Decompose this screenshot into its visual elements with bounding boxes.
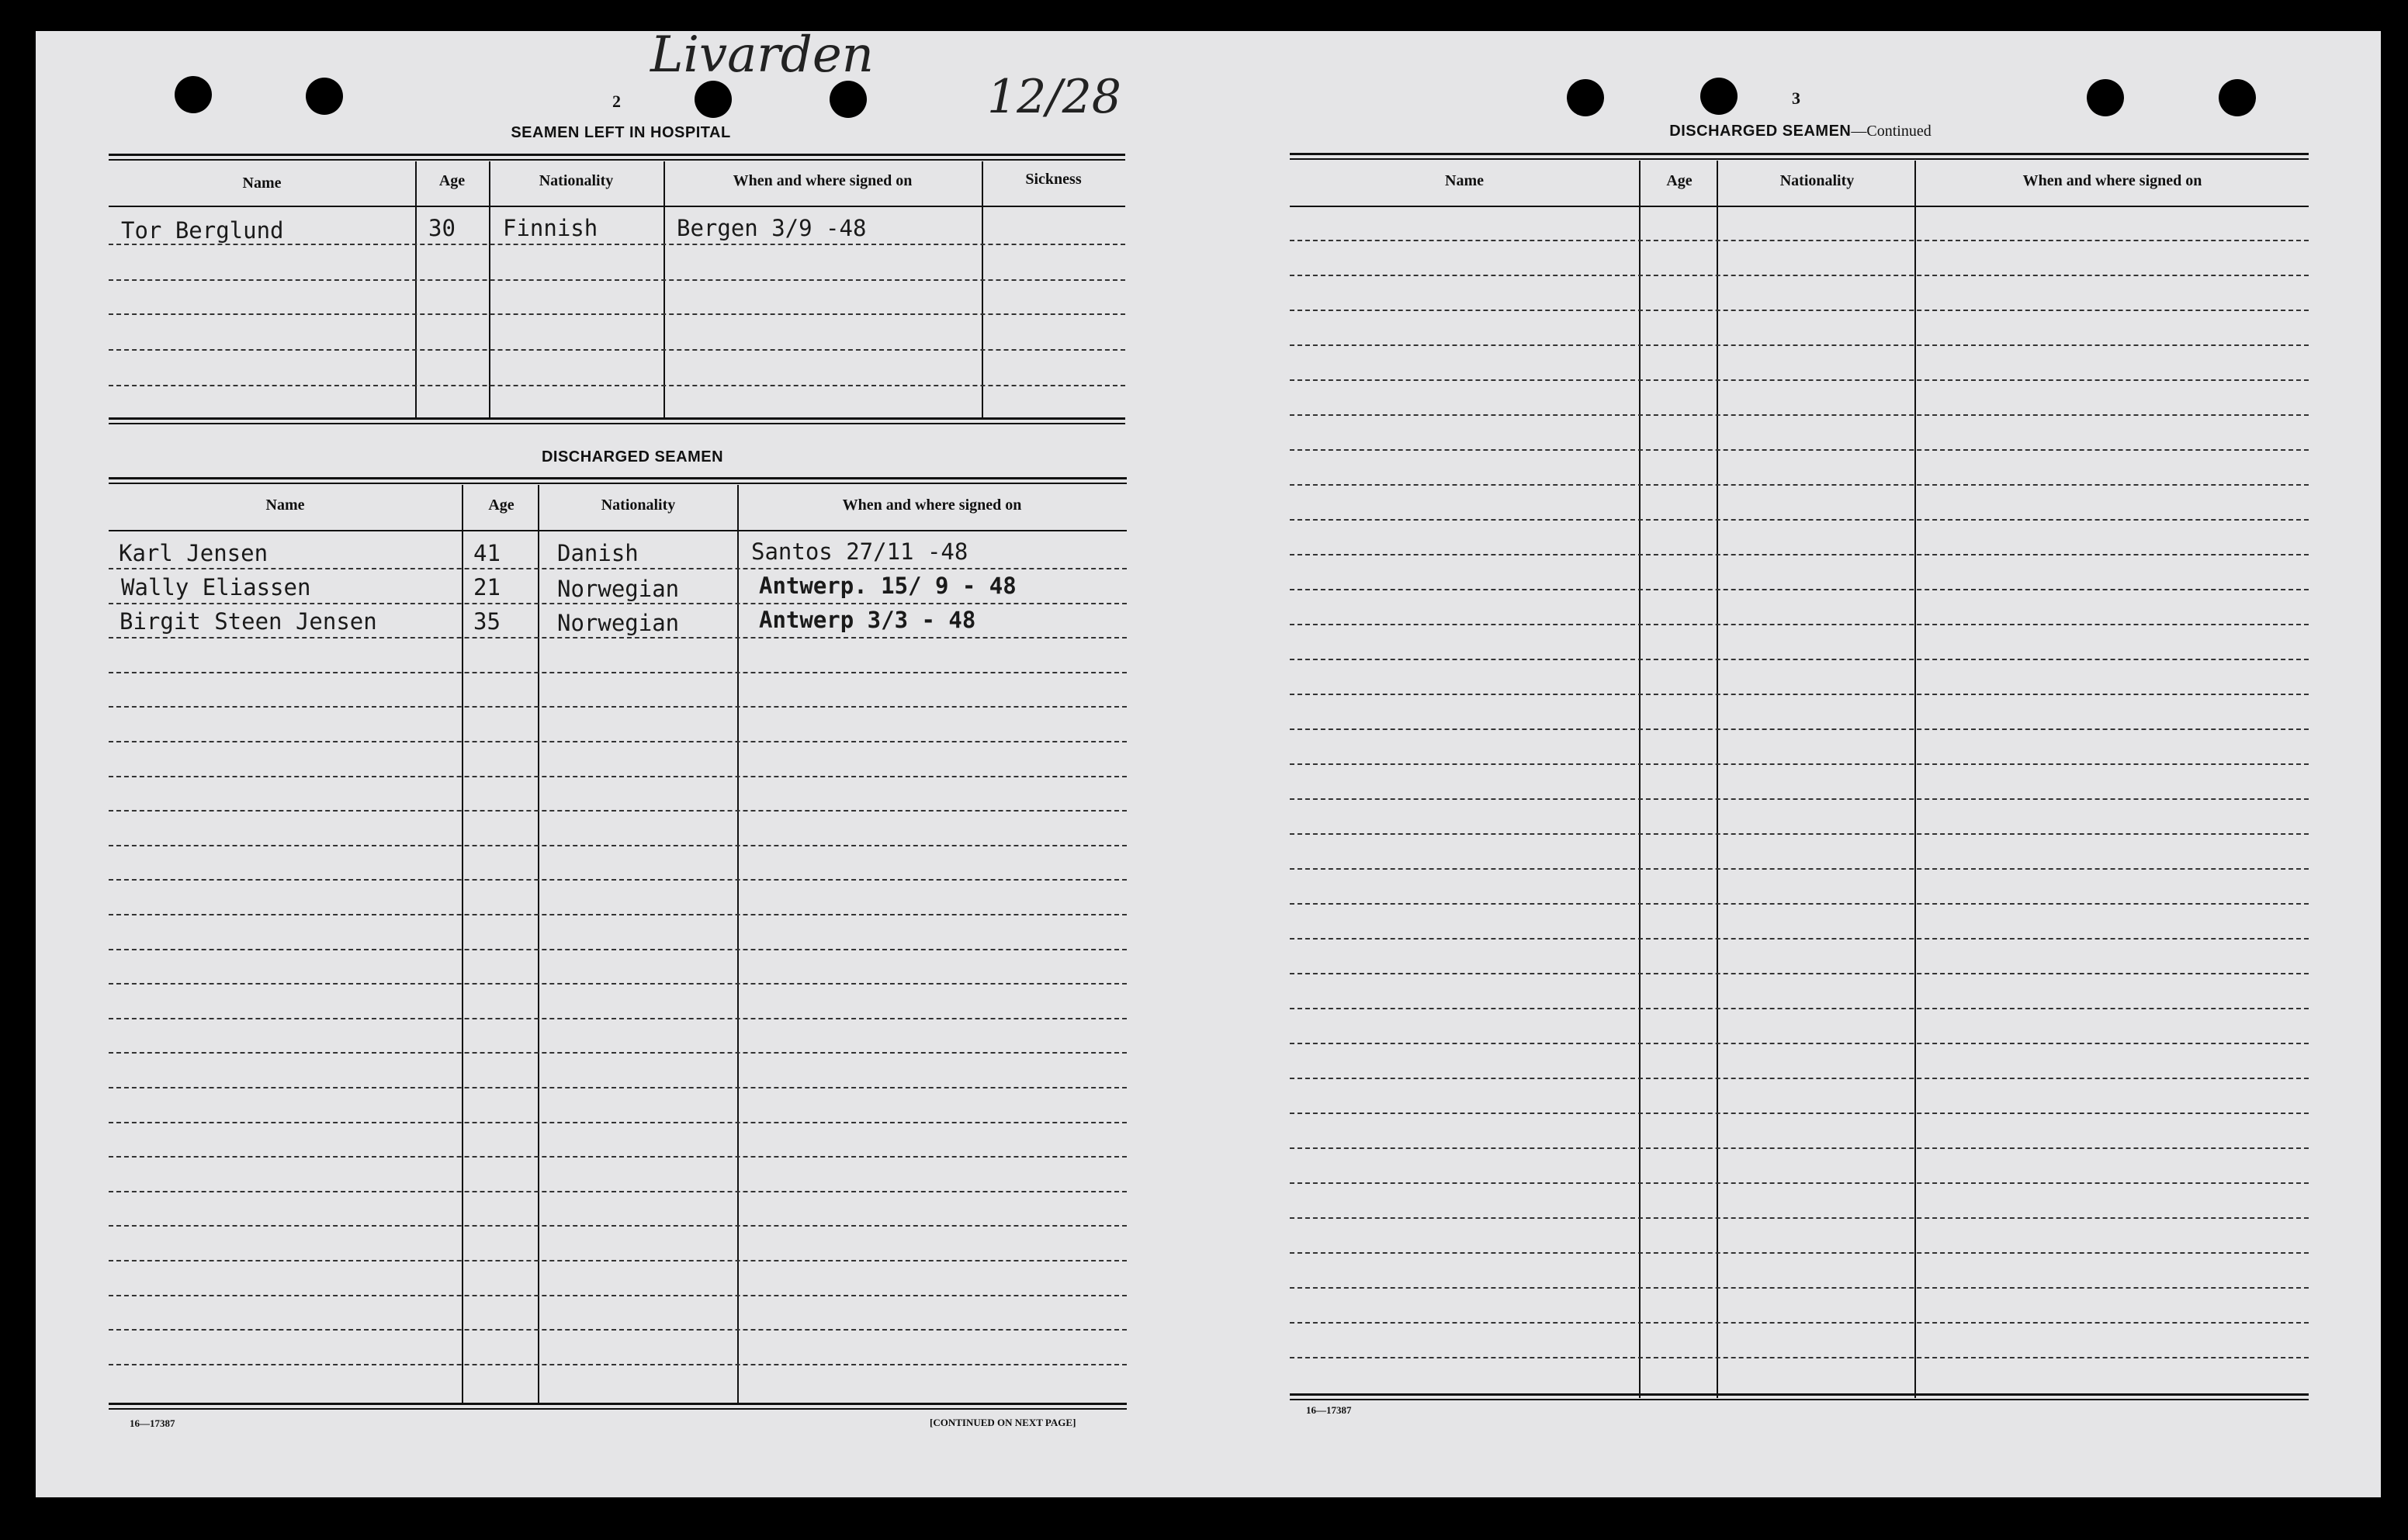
- row-line: [1290, 484, 2309, 486]
- discharged-row-nationality: Danish: [557, 540, 639, 566]
- row-line: [1290, 1078, 2309, 1079]
- header-bottom-rule: [109, 206, 1125, 207]
- column-divider: [489, 161, 490, 419]
- row-line: [109, 244, 1125, 245]
- row-line: [109, 1295, 1127, 1296]
- hospital-section-title: SEAMEN LEFT IN HOSPITAL: [511, 124, 731, 141]
- row-line: [1290, 659, 2309, 660]
- discharged-row-nationality: Norwegian: [557, 576, 680, 602]
- row-line: [109, 1225, 1127, 1227]
- row-line: [1290, 798, 2309, 800]
- header-bottom-rule: [1290, 206, 2309, 207]
- table-bottom-rule: [1290, 1399, 2309, 1400]
- row-line: [1290, 414, 2309, 416]
- row-line: [1290, 379, 2309, 381]
- form-code-left: 16—17387: [130, 1417, 175, 1429]
- column-divider: [1914, 161, 1916, 1398]
- row-line: [1290, 728, 2309, 730]
- row-line: [109, 741, 1127, 742]
- col-header-signed-on: When and where signed on: [842, 497, 1022, 514]
- row-line: [109, 313, 1125, 315]
- row-line: [1290, 240, 2309, 241]
- handwritten-ship-name: Livarden: [650, 26, 874, 84]
- column-divider: [663, 161, 665, 419]
- row-line: [109, 949, 1127, 950]
- punch-hole: [695, 81, 732, 118]
- punch-hole: [830, 81, 867, 118]
- table-bottom-rule: [1290, 1393, 2309, 1396]
- discharged-row-name: Birgit Steen Jensen: [120, 608, 377, 635]
- discharged-row-age: 35: [473, 608, 501, 635]
- page-number-right: 3: [1792, 88, 1800, 108]
- row-line: [109, 568, 1127, 569]
- row-line: [1290, 833, 2309, 835]
- row-line: [109, 810, 1127, 812]
- row-line: [1290, 1252, 2309, 1254]
- col-header-nationality: Nationality: [539, 172, 614, 189]
- row-line: [109, 1052, 1127, 1054]
- row-line: [1290, 449, 2309, 451]
- col-header-signed-on: When and where signed on: [2022, 172, 2202, 189]
- punch-hole: [2219, 79, 2256, 116]
- table-top-rule: [1290, 158, 2309, 160]
- row-line: [109, 983, 1127, 985]
- discharged-row-name: Wally Eliassen: [121, 574, 311, 600]
- row-line: [1290, 973, 2309, 974]
- col-header-nationality: Nationality: [1779, 172, 1855, 189]
- header-bottom-rule: [109, 530, 1127, 531]
- col-header-name: Name: [242, 175, 282, 192]
- discharged-row-signed-on: Antwerp 3/3 - 48: [759, 607, 976, 633]
- row-line: [1290, 1217, 2309, 1219]
- column-divider: [462, 485, 463, 1404]
- row-line: [109, 385, 1125, 386]
- handwritten-date: 12/28: [987, 70, 1121, 124]
- row-line: [109, 279, 1125, 281]
- col-header-age: Age: [1666, 172, 1693, 189]
- discharged-row-signed-on: Antwerp. 15/ 9 - 48: [759, 573, 1017, 599]
- row-line: [1290, 1113, 2309, 1114]
- col-header-name: Name: [1445, 172, 1484, 189]
- column-divider: [982, 161, 983, 419]
- page-number-left: 2: [612, 92, 621, 111]
- form-code-right: 16—17387: [1306, 1404, 1352, 1416]
- table-top-rule: [109, 159, 1125, 161]
- table-top-rule: [109, 154, 1125, 156]
- row-line: [1290, 868, 2309, 870]
- row-line: [109, 1018, 1127, 1019]
- discharged-row-signed-on: Santos 27/11 -48: [751, 538, 968, 565]
- punch-hole: [1567, 79, 1604, 116]
- row-line: [1290, 554, 2309, 555]
- row-line: [1290, 310, 2309, 311]
- row-line: [109, 1191, 1127, 1192]
- punch-hole: [306, 78, 343, 115]
- punch-hole: [1700, 78, 1738, 115]
- table-bottom-rule: [109, 417, 1125, 420]
- row-line: [1290, 275, 2309, 276]
- title-text: DISCHARGED SEAMEN: [1669, 123, 1852, 140]
- row-line: [109, 1122, 1127, 1123]
- discharged-section-title: DISCHARGED SEAMEN: [541, 448, 724, 465]
- column-divider: [1717, 161, 1718, 1398]
- table-bottom-rule: [109, 1403, 1127, 1405]
- column-divider: [737, 485, 739, 1404]
- punch-hole: [2087, 79, 2124, 116]
- hospital-row-nationality: Finnish: [503, 215, 598, 241]
- row-line: [1290, 589, 2309, 590]
- row-line: [1290, 1322, 2309, 1324]
- hospital-row-name: Tor Berglund: [121, 217, 284, 244]
- col-header-nationality: Nationality: [601, 497, 676, 514]
- row-line: [1290, 1008, 2309, 1009]
- row-line: [109, 845, 1127, 846]
- table-bottom-rule: [109, 1408, 1127, 1410]
- row-line: [109, 1156, 1127, 1158]
- row-line: [1290, 344, 2309, 346]
- row-line: [109, 637, 1127, 638]
- col-header-age: Age: [488, 497, 515, 514]
- table-top-rule: [1290, 153, 2309, 155]
- row-line: [1290, 938, 2309, 940]
- row-line: [109, 1260, 1127, 1261]
- row-line: [1290, 624, 2309, 625]
- row-line: [109, 603, 1127, 604]
- discharged-row-name: Karl Jensen: [119, 540, 269, 566]
- discharged-row-age: 41: [473, 540, 501, 566]
- row-line: [1290, 903, 2309, 905]
- row-line: [1290, 1147, 2309, 1149]
- discharged-row-age: 21: [473, 574, 501, 600]
- row-line: [109, 879, 1127, 881]
- row-line: [109, 706, 1127, 708]
- row-line: [109, 1329, 1127, 1331]
- row-line: [1290, 1182, 2309, 1184]
- row-line: [109, 1364, 1127, 1365]
- row-line: [1290, 694, 2309, 695]
- row-line: [1290, 1287, 2309, 1289]
- row-line: [109, 1087, 1127, 1088]
- hospital-row-signed-on: Bergen 3/9 -48: [677, 215, 867, 241]
- col-header-age: Age: [438, 172, 466, 189]
- row-line: [1290, 1357, 2309, 1358]
- col-header-name: Name: [265, 497, 305, 514]
- row-line: [109, 914, 1127, 915]
- table-top-rule: [109, 477, 1127, 479]
- column-divider: [1639, 161, 1641, 1398]
- row-line: [1290, 519, 2309, 521]
- column-divider: [415, 161, 417, 419]
- discharged-continued-title: [1614, 123, 1987, 140]
- title-suffix: —Continued: [1851, 123, 1932, 140]
- column-divider: [538, 485, 539, 1404]
- discharged-row-nationality: Norwegian: [557, 610, 680, 636]
- col-header-sickness: Sickness: [1025, 171, 1082, 188]
- table-top-rule: [109, 483, 1127, 484]
- row-line: [109, 349, 1125, 351]
- row-line: [1290, 763, 2309, 765]
- col-header-signed-on: When and where signed on: [733, 172, 913, 189]
- hospital-row-age: 30: [428, 215, 456, 241]
- row-line: [109, 776, 1127, 777]
- row-line: [109, 672, 1127, 673]
- punch-hole: [175, 76, 212, 113]
- row-line: [1290, 1043, 2309, 1044]
- continued-note: [CONTINUED ON NEXT PAGE]: [930, 1417, 1076, 1428]
- table-bottom-rule: [109, 423, 1125, 424]
